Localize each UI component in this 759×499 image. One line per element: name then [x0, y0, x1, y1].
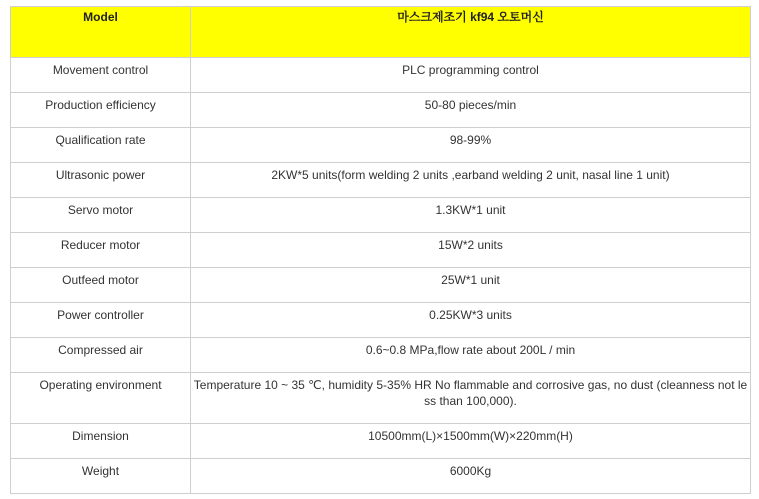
- spec-label: Compressed air: [11, 338, 191, 373]
- header-value-cell: 마스크제조기 kf94 오토머신: [191, 7, 751, 58]
- spec-value: 25W*1 unit: [191, 268, 751, 303]
- spec-row-compressed-air: [11, 338, 751, 373]
- spec-label: Ultrasonic power: [11, 163, 191, 198]
- spec-value: 0.25KW*3 units: [191, 303, 751, 338]
- spec-label: Dimension: [11, 424, 191, 459]
- spec-row-qualification-rate: [11, 128, 751, 163]
- spec-label: Outfeed motor: [11, 268, 191, 303]
- spec-value: 0.6~0.8 MPa,flow rate about 200L / min: [191, 338, 751, 373]
- spec-label: Qualification rate: [11, 128, 191, 163]
- spec-row-production-efficiency: [11, 93, 751, 128]
- spec-label: Power controller: [11, 303, 191, 338]
- spec-row-weight: [11, 459, 751, 494]
- spec-label: Servo motor: [11, 198, 191, 233]
- spec-label: Production efficiency: [11, 93, 191, 128]
- spec-row-power-controller: [11, 303, 751, 338]
- spec-row-dimension: [11, 424, 751, 459]
- spec-value: 15W*2 units: [191, 233, 751, 268]
- spec-value: 10500mm(L)×1500mm(W)×220mm(H): [191, 424, 751, 459]
- spec-row-servo-motor: [11, 198, 751, 233]
- spec-row-outfeed-motor: [11, 268, 751, 303]
- spec-row-movement-control: [11, 58, 751, 93]
- spec-label: Movement control: [11, 58, 191, 93]
- spec-label: Operating environment: [11, 373, 191, 424]
- spec-value: 2KW*5 units(form welding 2 units ,earband welding 2 unit, nasal line 1 unit): [191, 163, 751, 198]
- spec-value: 6000Kg: [191, 459, 751, 494]
- spec-row-ultrasonic-power: [11, 163, 751, 198]
- spec-label: Reducer motor: [11, 233, 191, 268]
- spec-table: [10, 6, 751, 494]
- spec-row-reducer-motor: [11, 233, 751, 268]
- spec-value: 50-80 pieces/min: [191, 93, 751, 128]
- spec-row-operating-environment: [11, 373, 751, 424]
- spec-label: Weight: [11, 459, 191, 494]
- header-label-cell: Model: [11, 7, 191, 58]
- spec-value: Temperature 10 ~ 35 ℃, humidity 5-35% HR No flammable and corrosive gas, no dust (cleanness not less than 100,000).: [191, 373, 751, 424]
- spec-value: PLC programming control: [191, 58, 751, 93]
- header-row: [11, 7, 751, 58]
- spec-value: 98-99%: [191, 128, 751, 163]
- spec-value: 1.3KW*1 unit: [191, 198, 751, 233]
